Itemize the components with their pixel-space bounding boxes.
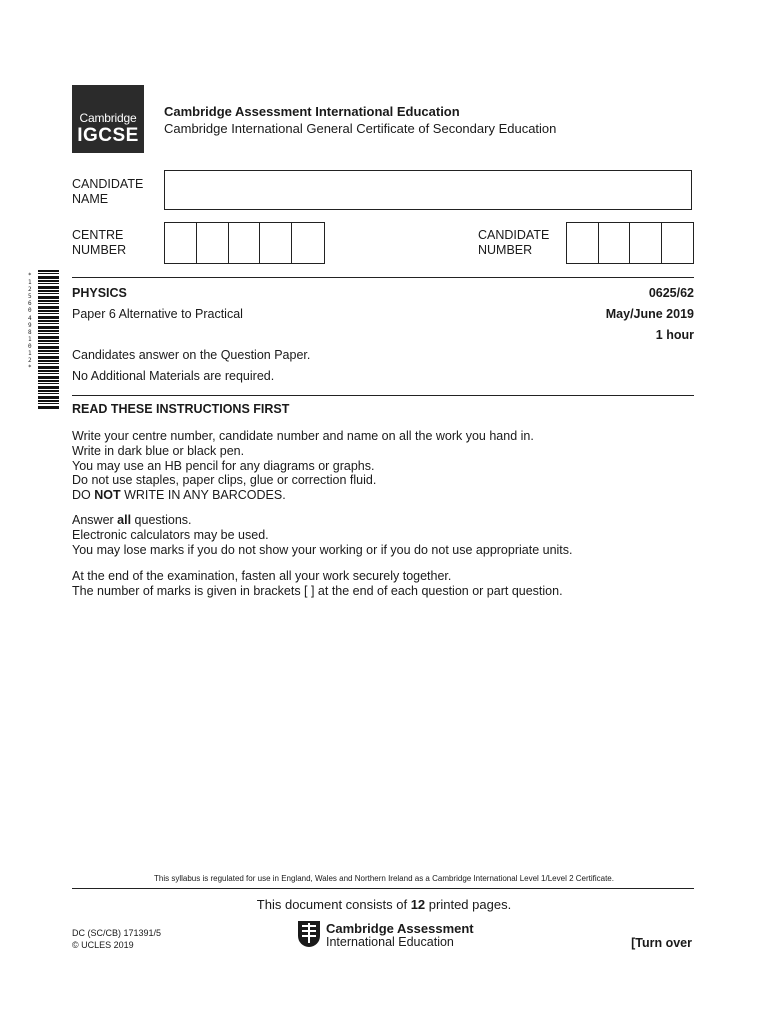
instruction-line: Write your centre number, candidate number and name on all the work you hand in. [72, 429, 534, 443]
exam-session: May/June 2019 [605, 307, 694, 321]
instruction-line: Electronic calculators may be used. [72, 527, 269, 542]
instruction-line: DO NOT WRITE IN ANY BARCODES. [72, 488, 286, 503]
organisation-title: Cambridge Assessment International Education [164, 104, 460, 119]
instructions-block2 [72, 513, 573, 557]
logo-line2: IGCSE [77, 125, 139, 146]
materials-line1: Candidates answer on the Question Paper. [72, 348, 311, 362]
digit-box[interactable] [197, 223, 229, 263]
centre-number-label: CENTRE NUMBER [72, 228, 127, 257]
instructions-block1 [72, 429, 534, 503]
candidate-number-label: CANDIDATE NUMBER [478, 228, 550, 257]
reference-code: DC (SC/CB) 171391/5 [72, 928, 162, 938]
digit-box[interactable] [260, 223, 292, 263]
ca-logo-line2: International Education [326, 935, 454, 949]
digit-box[interactable] [630, 223, 662, 263]
exam-duration: 1 hour [655, 328, 694, 342]
candidate-name-field[interactable] [164, 170, 692, 210]
barcode-digits: * 1 2 5 6 0 4 9 8 1 0 1 2 * [28, 272, 32, 372]
instruction-line: Do not use staples, paper clips, glue or correction fluid. [72, 473, 377, 488]
divider [72, 888, 694, 889]
logo-line1: Cambridge [79, 111, 137, 125]
candidate-name-label: CANDIDATE NAME [72, 177, 144, 206]
divider [72, 277, 694, 278]
digit-box[interactable] [165, 223, 197, 263]
subject: PHYSICS [72, 286, 127, 300]
instruction-line: At the end of the examination, fasten all your work securely together. [72, 569, 452, 583]
cambridge-igcse-logo [72, 85, 144, 153]
digit-box[interactable] [292, 223, 324, 263]
copyright: © UCLES 2019 [72, 940, 134, 950]
digit-box[interactable] [599, 223, 631, 263]
cambridge-assessment-logo [298, 921, 474, 951]
divider [72, 395, 694, 396]
candidate-number-field[interactable] [566, 222, 694, 264]
materials-line2: No Additional Materials are required. [72, 369, 275, 383]
qualification-title: Cambridge International General Certificate of Secondary Education [164, 121, 557, 136]
instructions-block3 [72, 569, 563, 599]
paper-title: Paper 6 Alternative to Practical [72, 307, 243, 321]
turn-over-note: [Turn over [631, 936, 692, 950]
instruction-line: Answer all questions. [72, 513, 192, 527]
instruction-line: You may use an HB pencil for any diagrams or graphs. [72, 458, 375, 473]
ca-logo-line1: Cambridge Assessment [326, 921, 474, 936]
regulation-note: This syllabus is regulated for use in England, Wales and Northern Ireland as a Cambridge International Level 1/Level 2 Certificate. [154, 874, 614, 883]
document-reference [72, 927, 161, 951]
shield-icon [298, 921, 320, 947]
instructions-heading: READ THESE INSTRUCTIONS FIRST [72, 402, 290, 416]
page-count-note: This document consists of 12 printed pages. [256, 897, 512, 912]
instruction-line: The number of marks is given in brackets [ ] at the end of each question or part question. [72, 583, 563, 598]
instruction-line: Write in dark blue or black pen. [72, 443, 245, 458]
paper-code: 0625/62 [648, 286, 694, 300]
digit-box[interactable] [662, 223, 693, 263]
instruction-line: You may lose marks if you do not show your working or if you do not use appropriate units. [72, 542, 573, 557]
digit-box[interactable] [567, 223, 599, 263]
digit-box[interactable] [229, 223, 261, 263]
centre-number-field[interactable] [164, 222, 325, 264]
